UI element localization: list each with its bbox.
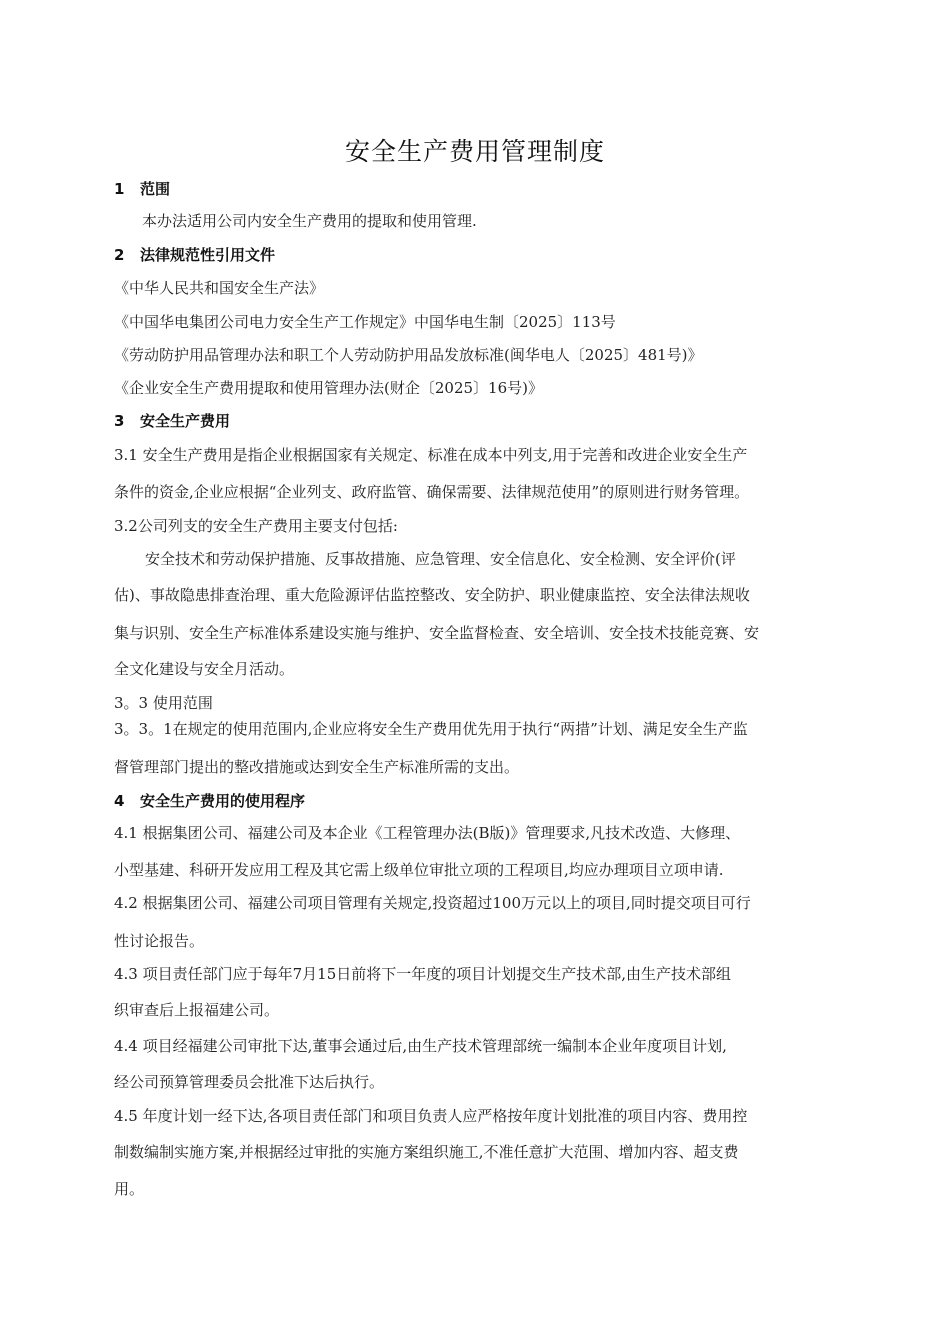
paragraph-line: 集与识别、安全生产标准体系建设实施与维护、安全监督检查、安全培训、安全技术技能竞赛、安 [114,624,760,642]
paragraph-line: 条件的资金,企业应根据“企业列支、政府监管、确保需要、法律规范使用”的原则进行财务管理。 [114,483,750,501]
paragraph-line: 4.5 年度计划一经下达,各项目责任部门和项目负责人应严格按年度计划批准的项目内容、费用控 [114,1107,748,1125]
paragraph-line: 4.2 根据集团公司、福建公司项目管理有关规定,投资超过100万元以上的项目,同时提交项目可行 [114,894,751,912]
section-number: 3 [114,412,125,430]
paragraph-line: 督管理部门提出的整改措施或达到安全生产标准所需的支出。 [114,758,520,776]
section-number: 2 [114,246,125,264]
section-title: 安全生产费用的使用程序 [140,792,306,810]
paragraph-line: 用。 [114,1180,145,1198]
paragraph-line: 安全技术和劳动保护措施、反事故措施、应急管理、安全信息化、安全检测、安全评价(评 [145,550,736,568]
reference-line: 《中华人民共和国安全生产法》 [114,279,325,297]
paragraph-line: 4.1 根据集团公司、福建公司及本企业《工程管理办法(B版)》管理要求,凡技术改造、大修理、 [114,824,741,842]
paragraph-line: 性讨论报告。 [114,932,205,950]
document-title: 安全生产费用管理制度 [344,137,605,166]
paragraph-line: 4.4 项目经福建公司审批下达,董事会通过后,由生产技术管理部统一编制本企业年度项目计划, [114,1037,727,1055]
section-heading [114,410,230,431]
paragraph-line: 织审查后上报福建公司。 [114,1001,280,1019]
reference-line: 《中国华电集团公司电力安全生产工作规定》中国华电生制〔2025〕113号 [114,313,616,331]
paragraph-line: 3。3 使用范围 [114,694,213,712]
reference-line: 《劳动防护用品管理办法和职工个人劳动防护用品发放标准(闽华电人〔2025〕481号)》 [114,346,703,364]
section-title: 范围 [140,180,171,198]
paragraph-line: 3。3。1在规定的使用范围内,企业应将安全生产费用优先用于执行“两措”计划、满足安全生产监 [114,720,748,738]
section-title: 安全生产费用 [140,412,231,430]
paragraph-line: 4.3 项目责任部门应于每年7月15日前将下一年度的项目计划提交生产技术部,由生产技术部组 [114,965,732,983]
section-heading [114,178,170,199]
paragraph-line: 3.1 安全生产费用是指企业根据国家有关规定、标准在成本中列支,用于完善和改进企业安全生产 [114,446,748,464]
paragraph-line: 制数编制实施方案,并根据经过审批的实施方案组织施工,不准任意扩大范围、增加内容、超支费 [114,1143,739,1161]
paragraph-line: 经公司预算管理委员会批准下达后执行。 [114,1073,385,1091]
paragraph-line: 本办法适用公司内安全生产费用的提取和使用管理. [142,212,477,230]
section-number: 1 [114,180,125,198]
section-number: 4 [114,792,125,810]
paragraph-line: 估)、事故隐患排查治理、重大危险源评估监控整改、安全防护、职业健康监控、安全法律法规收 [114,586,750,604]
paragraph-line: 小型基建、科研开发应用工程及其它需上级单位审批立项的工程项目,均应办理项目立项申请. [114,861,724,879]
paragraph-line: 3.2公司列支的安全生产费用主要支付包括: [114,517,398,535]
paragraph-line: 全文化建设与安全月活动。 [114,660,295,678]
section-title: 法律规范性引用文件 [140,246,276,264]
reference-line: 《企业安全生产费用提取和使用管理办法(财企〔2025〕16号)》 [114,379,543,397]
section-heading [114,244,275,265]
section-heading [114,790,305,811]
